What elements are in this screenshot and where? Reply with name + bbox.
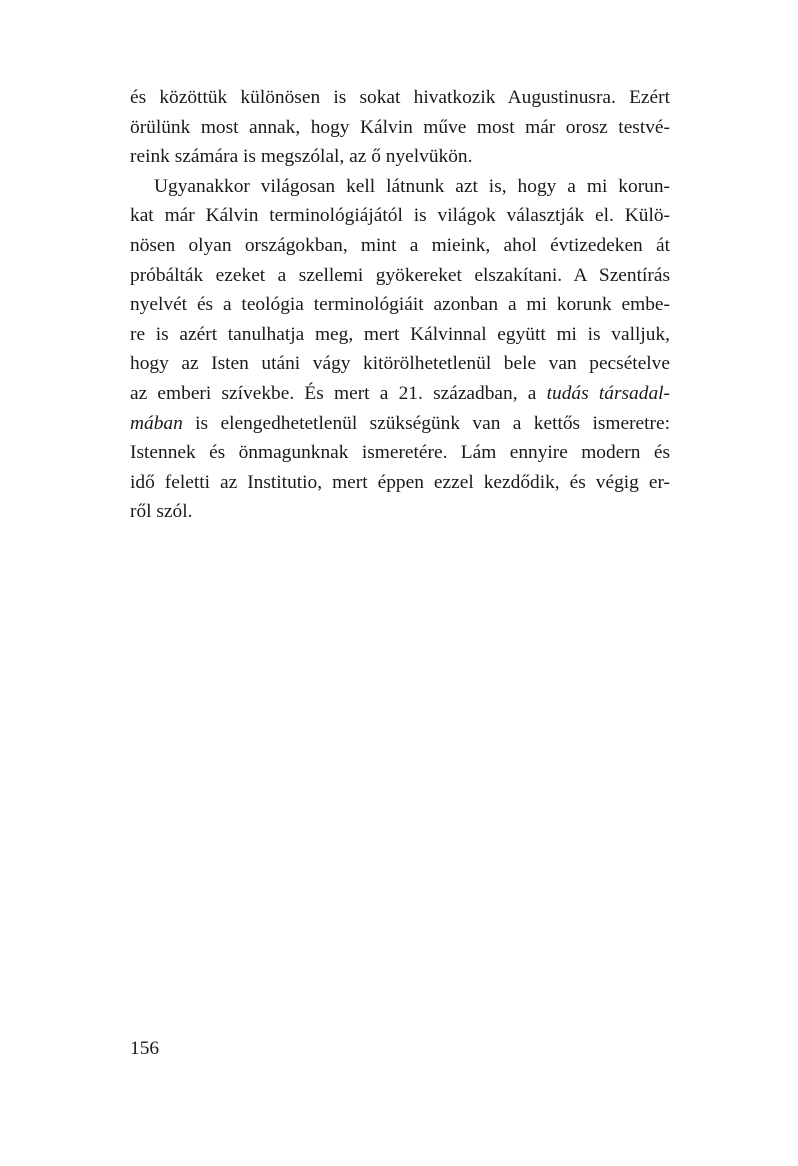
italic-text-run: tudás társadal- (546, 382, 670, 404)
text-run: az emberi szívekbe. És mert a 21. században, a (130, 382, 547, 404)
text-line (130, 201, 670, 231)
italic-text-run: mában (130, 412, 183, 434)
text-line (130, 231, 670, 261)
paragraph-2 (130, 172, 670, 527)
text-run: Istennek és önmagunknak ismeretére. Lám ennyire modern és (130, 442, 670, 464)
text-run: is elengedhetetlenül szükségünk van a kettős ismeretre: (182, 412, 670, 434)
text-run: és közöttük különösen is sokat hivatkozik Augustinusra. Ezért (130, 87, 670, 108)
page-number: 156 (130, 1038, 160, 1059)
text-run: re is azért tanulhatja meg, mert Kálvinnal együtt mi is valljuk, (130, 323, 670, 345)
text-run: kat már Kálvin terminológiájától is világok választják el. Külö- (130, 205, 670, 227)
text-line (130, 142, 670, 172)
body-text (130, 83, 670, 527)
text-line (130, 438, 670, 468)
text-line (130, 349, 670, 379)
text-run: ről szól. (130, 501, 193, 523)
text-run: örülünk most annak, hogy Kálvin műve most már orosz testvé- (130, 116, 670, 138)
text-run: próbálták ezeket a szellemi gyökereket elszakítani. A Szentírás (130, 264, 670, 286)
text-line (130, 497, 670, 527)
text-run: reink számára is megszólal, az ő nyelvükön. (130, 146, 473, 168)
text-line (130, 409, 670, 439)
text-run: idő feletti az Institutio, mert éppen ezzel kezdődik, és végig er- (130, 471, 670, 493)
text-line (130, 290, 670, 320)
text-line (130, 83, 670, 113)
text-line (130, 172, 670, 202)
text-run: Ugyanakkor világosan kell látnunk azt is, hogy a mi korun- (154, 175, 670, 197)
text-line (130, 113, 670, 143)
text-line (130, 261, 670, 291)
text-line (130, 320, 670, 350)
text-run: hogy az Isten utáni vágy kitörölhetetlenül bele van pecsételve (130, 353, 670, 375)
text-line (130, 379, 670, 409)
text-line (130, 468, 670, 498)
text-run: nösen olyan országokban, mint a mieink, ahol évtizedeken át (130, 234, 670, 256)
text-run: nyelvét és a teológia terminológiáit azonban a mi korunk embe- (130, 294, 670, 316)
paragraph-1 (130, 83, 670, 172)
